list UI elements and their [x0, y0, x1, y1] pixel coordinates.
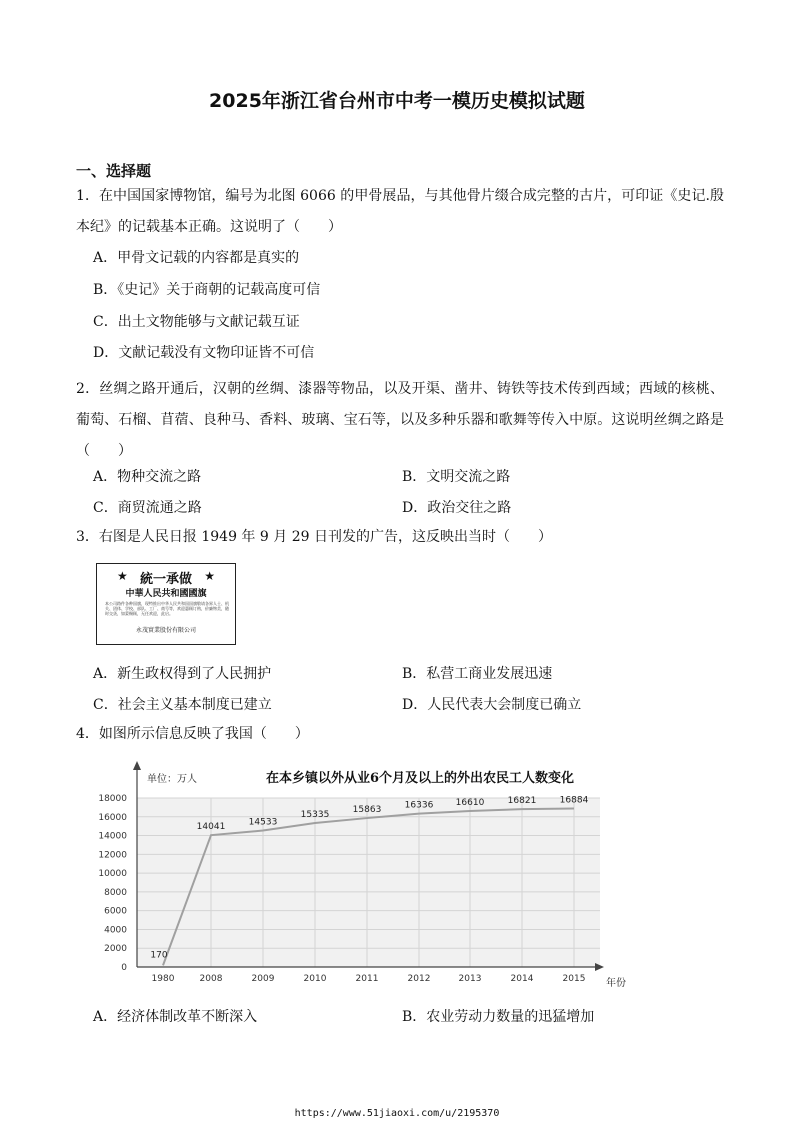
y-tick-label: 14000 — [98, 831, 127, 842]
y-tick-label: 16000 — [98, 812, 127, 823]
y-tick-label: 4000 — [104, 925, 127, 936]
footer-url: https://www.51jiaoxi.com/u/2195370 — [294, 1108, 500, 1119]
question-3-stem: 3．右图是人民日报 1949 年 9 月 29 日刊发的广告，这反映出当时（ ） — [76, 529, 552, 545]
x-tick-label: 1980 — [151, 974, 175, 984]
data-label: 15863 — [352, 805, 382, 816]
ad-company: 永茂實業股份有限公司 — [135, 627, 196, 634]
x-axis-label: 年份 — [606, 978, 626, 989]
data-label: 16610 — [455, 798, 485, 809]
question-1-stem: 1．在中国国家博物馆，编号为北图 6066 的甲骨展品，与其他骨片缀合成完整的古片，可印证《史记.殷本纪》的记载基本正确。这说明了（ ） — [76, 188, 724, 235]
q2-option-b: B．文明交流之路 — [402, 469, 511, 485]
q3-option-c: C．社会主义基本制度已建立 — [93, 697, 272, 713]
question-2-stem: 2．丝绸之路开通后，汉朝的丝绸、漆器等物品，以及开渠、凿井、铸铁等技术传到西域；西域的核桃、葡萄、石榴、苜蓿、良种马、香料、玻璃、宝石等，以及多种乐器和歌舞等传入中原。这说明丝绸之路是（ ） — [76, 381, 724, 459]
x-tick-label: 2013 — [458, 974, 482, 984]
x-tick-label: 2008 — [199, 974, 223, 984]
q3-option-a: A．新生政权得到了人民拥护 — [93, 666, 272, 682]
y-tick-label: 18000 — [98, 794, 127, 804]
data-label: 170 — [150, 950, 168, 961]
section-heading: 一、选择题 — [76, 162, 152, 180]
y-tick-label: 10000 — [98, 869, 127, 880]
y-tick-label: 12000 — [98, 850, 127, 861]
x-tick-label: 2015 — [562, 974, 586, 984]
ad-subhead: 中華人民共和國國旗 — [125, 589, 207, 599]
data-label: 14533 — [248, 817, 278, 828]
q3-option-b: B．私营工商业发展迅速 — [402, 666, 553, 682]
q2-option-a: A．物种交流之路 — [93, 469, 202, 485]
data-label: 15335 — [300, 810, 330, 821]
ad-body-text: 本公司路件各种国旗，现特推出中华人民共和国国旗敬请各界人士、机关、团体、学校、部队、工厂、商号等，欢迎惠顾订购，价廉物美，随时交货，如蒙赐顾，无任欢迎，此启。 — [105, 601, 229, 616]
question-4-stem: 4．如图所示信息反映了我国（ ） — [76, 726, 309, 742]
y-tick-label: 6000 — [104, 906, 127, 917]
q3-option-d: D．人民代表大会制度已确立 — [402, 697, 582, 713]
data-label: 16884 — [559, 795, 589, 806]
page-title: 2025年浙江省台州市中考一模历史模拟试题 — [209, 90, 585, 112]
x-tick-label: 2010 — [303, 974, 327, 984]
q1-option-d: D．文献记载没有文物印证皆不可信 — [93, 345, 315, 361]
q2-option-d: D．政治交往之路 — [402, 500, 512, 516]
y-tick-label: 2000 — [104, 944, 127, 955]
line-chart — [0, 755, 794, 995]
q1-option-b: B．《史记》关于商朝的记载高度可信 — [93, 282, 321, 298]
star-icon: ★ — [117, 569, 128, 583]
newspaper-advertisement — [96, 563, 236, 645]
x-tick-label: 2012 — [407, 974, 431, 984]
y-tick-label: 8000 — [104, 887, 127, 898]
q4-option-a: A．经济体制改革不断深入 — [93, 1009, 258, 1025]
data-label: 14041 — [196, 822, 226, 833]
data-label: 16821 — [507, 796, 537, 807]
q1-option-c: C．出土文物能够与文献记载互证 — [93, 314, 300, 330]
data-label: 16336 — [404, 800, 434, 811]
star-icon: ★ — [204, 569, 215, 583]
x-tick-label: 2014 — [510, 974, 534, 984]
ad-headline: 統一承做 — [139, 572, 192, 587]
y-unit-label: 单位：万人 — [147, 774, 197, 785]
x-tick-label: 2011 — [355, 974, 379, 984]
x-tick-label: 2009 — [251, 974, 275, 984]
q2-option-c: C．商贸流通之路 — [93, 500, 202, 516]
y-axis-arrow-icon — [133, 761, 141, 770]
y-tick-label: 0 — [121, 963, 127, 973]
chart-title: 在本乡镇以外从业6个月及以上的外出农民工人数变化 — [265, 771, 575, 786]
q1-option-a: A．甲骨文记载的内容都是真实的 — [93, 250, 300, 266]
q4-option-b: B．农业劳动力数量的迅猛增加 — [402, 1009, 595, 1025]
